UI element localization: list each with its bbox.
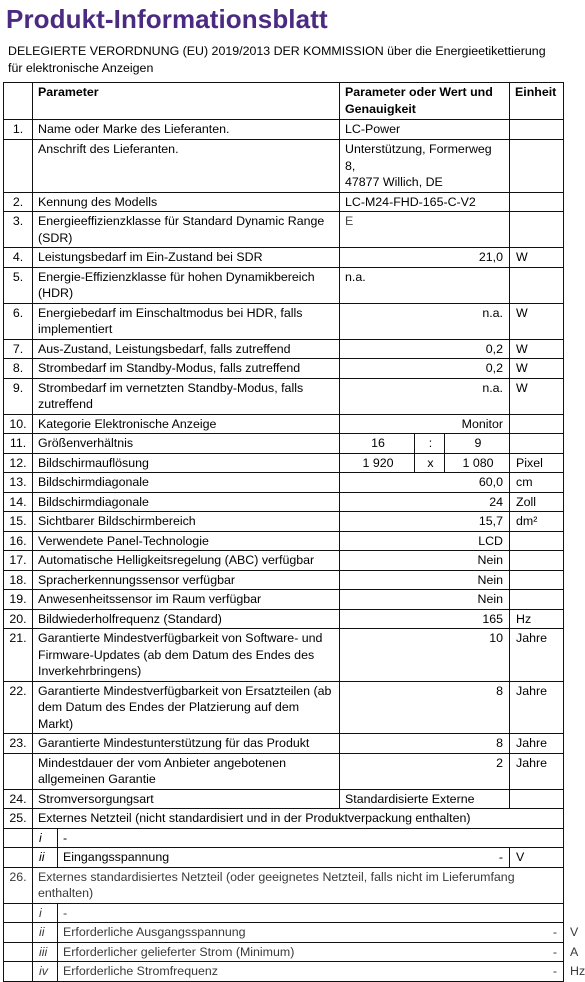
table-row: [4, 140, 564, 193]
table-row: [4, 753, 564, 789]
row-label: Energieeffizienzklasse für Standard Dynamic Range (SDR): [33, 212, 340, 248]
row-number: [4, 140, 33, 193]
row-unit: Jahre: [510, 753, 564, 789]
row-number: 3.: [4, 212, 33, 248]
resolution-width: 1 920: [340, 453, 415, 473]
row-number: 10.: [4, 414, 33, 434]
row-number: 20.: [4, 609, 33, 629]
subrow-label: Erforderliche Ausgangsspannung: [58, 923, 510, 943]
table-row: [4, 590, 564, 610]
row-label: Kennung des Modells: [33, 192, 340, 212]
row-label: Leistungsbedarf im Ein-Zustand bei SDR: [33, 248, 340, 268]
row-label: Garantierte Mindestverfügbarkeit von Software- und Firmware-Updates (ab dem Datum des Endes des Inverkehrbringens): [33, 629, 340, 682]
table-row: [4, 434, 564, 454]
row-label: Name oder Marke des Lieferanten.: [33, 120, 340, 140]
table-subrow: [4, 828, 564, 848]
row-value: 165: [340, 609, 510, 629]
row-unit: W: [510, 339, 564, 359]
row-number: [4, 962, 33, 982]
row-value: Nein: [340, 590, 510, 610]
row-value: 0,2: [340, 339, 510, 359]
header-unit: Einheit: [510, 83, 564, 120]
table-row: [4, 192, 564, 212]
row-unit: [510, 551, 564, 571]
row-unit: Jahre: [510, 734, 564, 754]
table-row: [4, 248, 564, 268]
row-unit: Zoll: [510, 492, 564, 512]
row-label: Kategorie Elektronische Anzeige: [33, 414, 340, 434]
row-value: 15,7: [340, 512, 510, 532]
subrow-label: Erforderliche Stromfrequenz: [58, 962, 510, 982]
table-row: [4, 734, 564, 754]
row-number: 22.: [4, 681, 33, 734]
row-value: 8: [340, 681, 510, 734]
table-header-row: [4, 83, 564, 120]
row-label: Bildschirmdiagonale: [33, 473, 340, 493]
resolution-separator: x: [415, 453, 445, 473]
row-label: Strombedarf im vernetzten Standby-Modus, falls zutreffend: [33, 378, 340, 414]
row-label: Automatische Helligkeitsregelung (ABC) verfügbar: [33, 551, 340, 571]
regulation-subtitle: DELEGIERTE VERORDNUNG (EU) 2019/2013 DER KOMMISSION über die Energieetikettierung für elektronische Anzeigen: [8, 44, 546, 75]
table-row: [4, 414, 564, 434]
row-unit: W: [510, 303, 564, 339]
row-unit: [510, 267, 564, 303]
row-number: 13.: [4, 473, 33, 493]
row-value: 2: [340, 753, 510, 789]
row-value: n.a.: [340, 378, 510, 414]
table-row: [4, 867, 564, 903]
table-row: [4, 570, 564, 590]
row-value: Nein: [340, 551, 510, 571]
table-row: [4, 531, 564, 551]
row-value: -: [510, 962, 564, 982]
subrow-label: Erforderlicher gelieferter Strom (Minimum): [58, 942, 510, 962]
subrow-label: -: [58, 828, 564, 848]
row-label: Externes Netzteil (nicht standardisiert und in der Produktverpackung enthalten): [33, 809, 564, 829]
row-number: [4, 903, 33, 923]
table-row: [4, 359, 564, 379]
row-label: Verwendete Panel-Technologie: [33, 531, 340, 551]
row-label: Bildwiederholfrequenz (Standard): [33, 609, 340, 629]
subrow-index: iv: [33, 962, 58, 982]
row-unit: [510, 192, 564, 212]
row-number: 16.: [4, 531, 33, 551]
row-value: 10: [340, 629, 510, 682]
table-row: [4, 512, 564, 532]
row-number: 1.: [4, 120, 33, 140]
row-value: -: [510, 942, 564, 962]
row-unit: [510, 140, 564, 193]
row-value: LC-Power: [340, 120, 510, 140]
row-label: Strombedarf im Standby-Modus, falls zutreffend: [33, 359, 340, 379]
row-label: Externes standardisiertes Netzteil (oder geeignetes Netzteil, falls nicht im Lieferumfang enthalten): [33, 867, 564, 903]
row-label: Garantierte Mindestunterstützung für das Produkt: [33, 734, 340, 754]
row-number: 18.: [4, 570, 33, 590]
aspect-ratio-separator: :: [415, 434, 445, 454]
row-number: [4, 923, 33, 943]
row-number: [4, 753, 33, 789]
row-value: n.a.: [340, 267, 510, 303]
row-unit: Pixel: [510, 453, 564, 473]
row-value: Nein: [340, 570, 510, 590]
table-row: [4, 681, 564, 734]
row-unit: [510, 570, 564, 590]
table-row: [4, 303, 564, 339]
row-value: LCD: [340, 531, 510, 551]
table-row: [4, 212, 564, 248]
row-number: 4.: [4, 248, 33, 268]
table-row: [4, 809, 564, 829]
row-unit: [510, 531, 564, 551]
row-label: Anwesenheitssensor im Raum verfügbar: [33, 590, 340, 610]
header-value: Parameter oder Wert und Genauigkeit: [340, 83, 510, 120]
aspect-ratio-width: 16: [340, 434, 415, 454]
row-label: Energie-Effizienzklasse für hohen Dynamikbereich (HDR): [33, 267, 340, 303]
row-value: n.a.: [340, 303, 510, 339]
row-unit: [510, 434, 564, 454]
row-label: Bildschirmdiagonale: [33, 492, 340, 512]
row-value: Unterstützung, Formerweg 8, 47877 Willich, DE: [340, 140, 510, 193]
row-unit: [510, 590, 564, 610]
row-unit: cm: [510, 473, 564, 493]
table-subrow: ii Erforderliche Ausgangsspannung - V: [4, 923, 564, 943]
row-value: Standardisierte Externe: [340, 789, 510, 809]
subrow-index: ii: [33, 848, 58, 868]
row-unit: [510, 212, 564, 248]
table-row: [4, 789, 564, 809]
row-value: -: [510, 923, 564, 943]
row-number: 2.: [4, 192, 33, 212]
table-row: [4, 609, 564, 629]
row-unit: Jahre: [510, 629, 564, 682]
row-value: LC-M24-FHD-165-C-V2: [340, 192, 510, 212]
row-unit: W: [510, 378, 564, 414]
row-number: [4, 848, 33, 868]
table-row: [4, 629, 564, 682]
row-label: Stromversorgungsart: [33, 789, 340, 809]
subrow-index: i: [33, 903, 58, 923]
row-label: Mindestdauer der vom Anbieter angebotenen allgemeinen Garantie: [33, 753, 340, 789]
table-subrow: [4, 903, 564, 923]
row-number: 25.: [4, 809, 33, 829]
row-value: -: [340, 848, 510, 868]
table-row: [4, 120, 564, 140]
row-unit: Hz: [510, 609, 564, 629]
row-label: Spracherkennungssensor verfügbar: [33, 570, 340, 590]
table-row: [4, 492, 564, 512]
row-label: Größenverhältnis: [33, 434, 340, 454]
row-label: Aus-Zustand, Leistungsbedarf, falls zutreffend: [33, 339, 340, 359]
row-unit: Jahre: [510, 681, 564, 734]
subrow-index: ii: [33, 923, 58, 943]
table-subrow: [4, 848, 564, 868]
row-unit: W: [510, 359, 564, 379]
resolution-height: 1 080: [445, 453, 510, 473]
table-subrow: iv Erforderliche Stromfrequenz - Hz: [4, 962, 564, 982]
row-label: Energiebedarf im Einschaltmodus bei HDR, falls implementiert: [33, 303, 340, 339]
row-number: [4, 828, 33, 848]
row-number: 15.: [4, 512, 33, 532]
row-value: 24: [340, 492, 510, 512]
row-value: 21,0: [340, 248, 510, 268]
row-unit: [510, 120, 564, 140]
row-number: 8.: [4, 359, 33, 379]
row-value: 8: [340, 734, 510, 754]
subrow-index: iii: [33, 942, 58, 962]
row-number: 24.: [4, 789, 33, 809]
header-number-cell: [4, 83, 33, 120]
row-number: 7.: [4, 339, 33, 359]
row-value: 60,0: [340, 473, 510, 493]
row-number: 19.: [4, 590, 33, 610]
row-unit: V: [510, 848, 564, 868]
row-number: 21.: [4, 629, 33, 682]
row-number: [4, 942, 33, 962]
subrow-label: Eingangsspannung: [58, 848, 340, 868]
row-unit: [510, 414, 564, 434]
row-unit: dm²: [510, 512, 564, 532]
row-number: 9.: [4, 378, 33, 414]
row-number: 23.: [4, 734, 33, 754]
row-value: Monitor: [340, 414, 510, 434]
row-number: 26.: [4, 867, 33, 903]
row-unit: W: [510, 248, 564, 268]
table-row: [4, 378, 564, 414]
row-value: E: [340, 212, 510, 248]
table-row: [4, 453, 564, 473]
row-number: 5.: [4, 267, 33, 303]
table-subrow: iii Erforderlicher gelieferter Strom (Minimum) - A: [4, 942, 564, 962]
subrow-index: i: [33, 828, 58, 848]
row-number: 11.: [4, 434, 33, 454]
row-number: 6.: [4, 303, 33, 339]
subrow-label: -: [58, 903, 564, 923]
table-row: [4, 551, 564, 571]
aspect-ratio-height: 9: [445, 434, 510, 454]
row-number: 14.: [4, 492, 33, 512]
table-row: [4, 473, 564, 493]
row-number: 12.: [4, 453, 33, 473]
row-value: 0,2: [340, 359, 510, 379]
row-label: Anschrift des Lieferanten.: [33, 140, 340, 193]
row-unit: [510, 789, 564, 809]
header-parameter: Parameter: [33, 83, 340, 120]
table-row: [4, 339, 564, 359]
table-row: [4, 267, 564, 303]
row-label: Garantierte Mindestverfügbarkeit von Ersatzteilen (ab dem Datum des Endes der Platzierung auf dem Markt): [33, 681, 340, 734]
product-information-table: [3, 82, 585, 982]
row-number: 17.: [4, 551, 33, 571]
row-label: Bildschirmauflösung: [33, 453, 340, 473]
page-title: Produkt-Informationsblatt: [6, 4, 328, 34]
row-label: Sichtbarer Bildschirmbereich: [33, 512, 340, 532]
